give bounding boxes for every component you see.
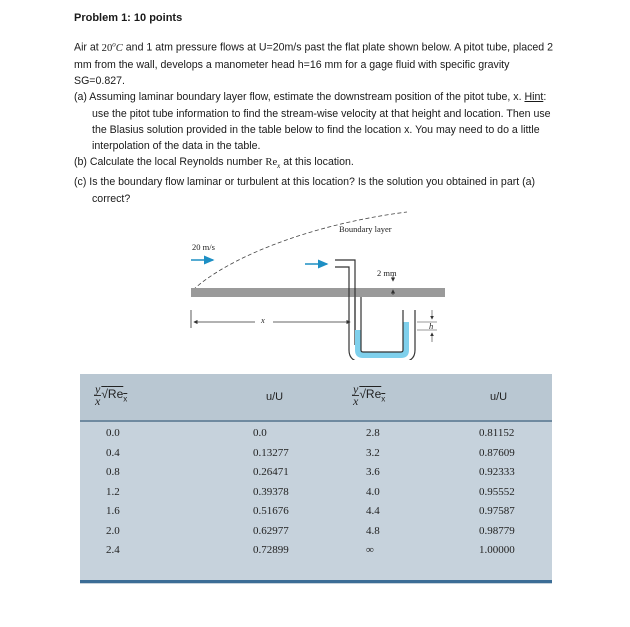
table-cell: 0.72899 [253, 544, 289, 556]
table-header [80, 374, 552, 420]
header-u-right: u/U [490, 391, 508, 403]
temperature-unit: C [115, 42, 123, 54]
problem-intro [74, 36, 562, 89]
table-cell: 1.00000 [479, 544, 515, 556]
table-cell: ∞ [366, 544, 374, 556]
table-cell: 0.97587 [479, 505, 515, 517]
table-cell: 0.13277 [253, 446, 289, 459]
header-eta-right [352, 384, 385, 407]
temperature: 20$^o$C [101, 40, 123, 54]
x-label: x [261, 315, 265, 325]
table-cell: 0.4 [106, 446, 120, 459]
h-label: h [429, 321, 434, 331]
gap-label: 2 mm [377, 268, 397, 278]
hint-label: Hint [524, 91, 544, 104]
pitot-tube-inner [335, 267, 349, 345]
pitot-tube [335, 260, 355, 345]
table-cell: 4.8 [366, 524, 380, 537]
table-cell: 0.8 [106, 466, 120, 478]
table-cell: 0.26471 [253, 466, 289, 478]
table-cell: 0.0 [106, 427, 120, 439]
header-re: Re [107, 387, 124, 402]
table-cell: 0.87609 [479, 446, 515, 459]
question-a-hint: : use the pitot tube information to find the stream-wise velocity at that height and location. Then use the Blasius solution provided in the table below to find the location x. You may need to do a little interpolation of the data in the table. [92, 91, 551, 152]
table-cell: 0.62977 [253, 524, 289, 537]
table-cell: 0.51676 [253, 505, 289, 517]
temperature-value: 20 [101, 42, 113, 54]
table-cell: 0.39378 [253, 485, 289, 498]
table-cell: 2.0 [106, 524, 120, 537]
header-eta-numerator-right: y [353, 382, 359, 396]
table-cell: 0.81152 [479, 427, 515, 439]
question-a [74, 89, 562, 154]
header-u-left: u/U [266, 391, 284, 403]
header-eta-denominator-right: x [353, 394, 359, 408]
col-eta-left [106, 424, 216, 561]
col-eta-right [366, 424, 476, 561]
table-cell: 1.6 [106, 505, 120, 517]
header-sqrt: $√Re_x$ [101, 387, 128, 404]
header-re-right: Re [365, 387, 382, 402]
question-a-prefix: (a) Assuming laminar boundary layer flow, estimate the downstream position of the pitot tube, x. [74, 91, 525, 104]
question-c: (c) Is the boundary flow laminar or turbulent at this location? Is the solution you obtained in part (a) correct? [74, 176, 536, 205]
table-cell: 3.6 [366, 466, 380, 478]
header-sqrt-right: $√Re_x$ [359, 387, 386, 404]
reynolds-symbol: Re [265, 157, 278, 169]
reynolds-subscript: x [277, 162, 281, 171]
problem-title: Problem 1: 10 points [74, 12, 183, 24]
table-cell: 0.92333 [479, 466, 515, 478]
col-u-right [479, 424, 552, 561]
col-u-left [253, 424, 363, 561]
table-bottom-rule [80, 580, 552, 583]
boundary-layer-label: Boundary layer [339, 224, 392, 234]
table-cell: 4.0 [366, 485, 380, 498]
header-eta-denominator: x [95, 394, 101, 408]
question-b-suffix: at this location. [280, 156, 354, 169]
flat-plate-diagram [185, 210, 445, 360]
table-cell: 0.98779 [479, 524, 515, 537]
intro-part1: Air at [74, 41, 102, 54]
header-re-sub-right: x [381, 394, 386, 404]
intro-part2: and 1 atm pressure flows at U=20m/s past the flat plate shown below. A pitot tube, placed 2 mm from the wall, develops a manometer head h=16 mm for a gage fluid with specific gravity SG=0.827. [74, 41, 554, 88]
flat-plate-figure [185, 210, 445, 360]
header-eta-left [94, 384, 127, 407]
header-re-sub: x [123, 394, 128, 404]
table-cell: 0.95552 [479, 485, 515, 498]
header-rule [80, 420, 552, 422]
flat-plate [191, 288, 445, 297]
header-eta-numerator: y [95, 382, 101, 396]
table-cell: 4.4 [366, 505, 380, 517]
table-cell: 2.4 [106, 544, 120, 556]
question-b [74, 154, 562, 174]
velocity-label: 20 m/s [192, 242, 215, 252]
blasius-table [80, 374, 552, 584]
table-cell: 3.2 [366, 446, 380, 459]
table-cell: 2.8 [366, 427, 380, 439]
table-cell: 0.0 [253, 427, 267, 439]
problem-text [74, 10, 562, 207]
table-cell: 1.2 [106, 485, 120, 498]
question-b-prefix: (b) Calculate the local Reynolds number [74, 156, 266, 169]
